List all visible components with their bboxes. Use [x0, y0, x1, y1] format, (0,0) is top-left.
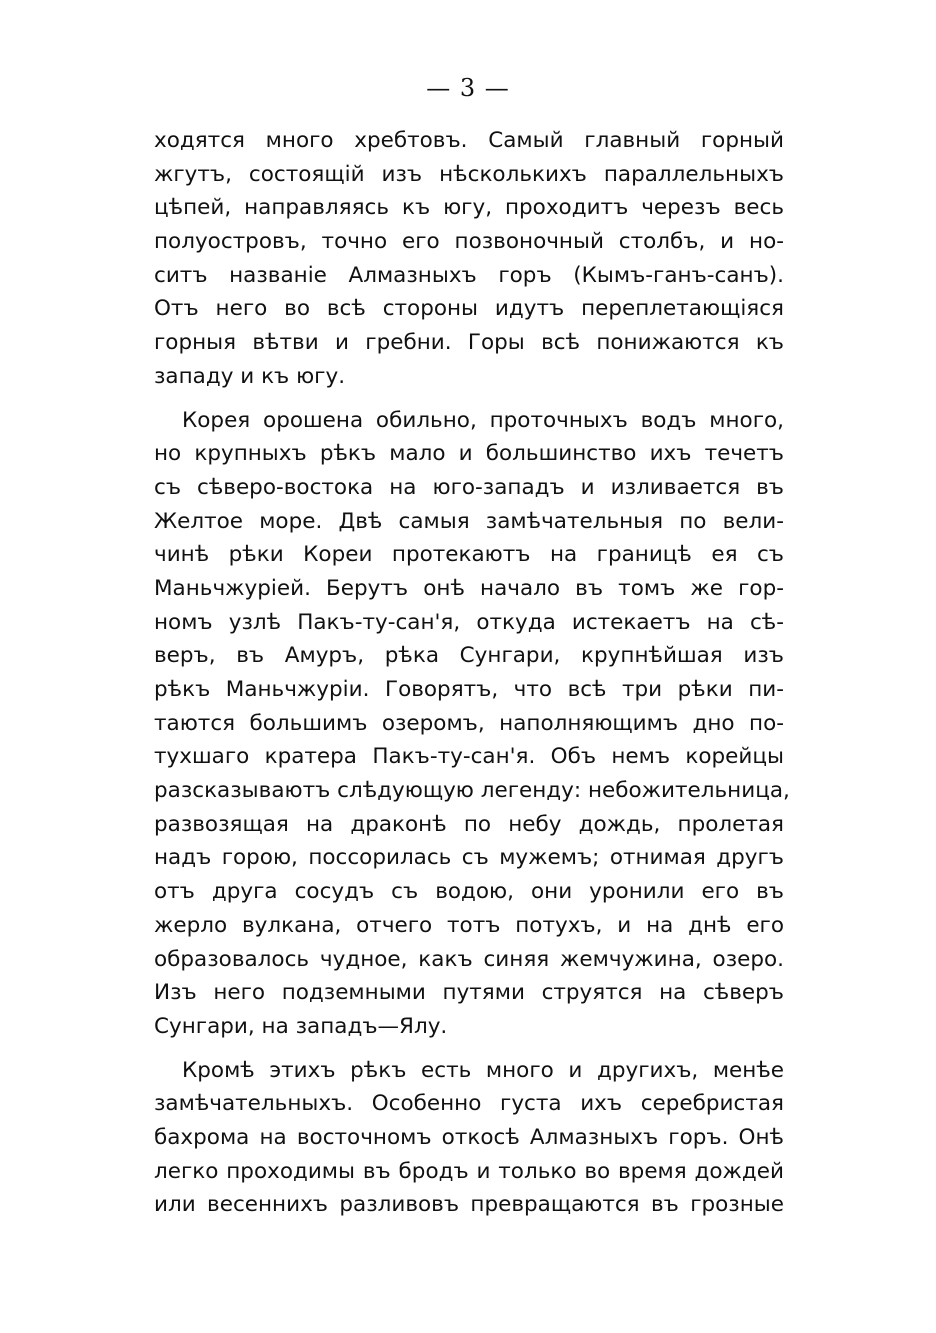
text-line: западу и къ югу. — [154, 363, 346, 389]
text-line: Сунгари, на западъ—Ялу. — [154, 1013, 448, 1039]
text-line: тухшаго кратера Пакъ-ту-сан'я. Объ немъ корейцы — [154, 744, 784, 770]
text-line: Кромѣ этихъ рѣкъ есть много и другихъ, менѣе — [182, 1057, 784, 1083]
text-line: жерло вулкана, отчего тотъ потухъ, и на днѣ его — [154, 912, 784, 938]
text-line: съ сѣверо-востока на юго-западъ и изливается въ — [154, 474, 784, 500]
text-line: номъ узлѣ Пакъ-ту-сан'я, откуда истекаетъ на сѣ- — [154, 609, 784, 635]
text-line: горныя вѣтви и гребни. Горы всѣ понижаются къ — [154, 330, 784, 356]
page-number: — 3 — — [426, 74, 510, 102]
text-line: Корея орошена обильно, проточныхъ водъ много, — [182, 407, 784, 433]
text-line: цѣпей, направляясь къ югу, проходитъ черезъ весь — [154, 195, 784, 221]
text-line: полуостровъ, точно его позвоночный столбъ, и но- — [154, 229, 784, 255]
text-line: жгутъ, состоящій изъ нѣсколькихъ параллельныхъ — [154, 161, 784, 187]
text-line: или весеннихъ разливовъ превращаются въ грозные — [154, 1192, 784, 1218]
text-line: но крупныхъ рѣкъ мало и большинство ихъ течетъ — [154, 441, 784, 467]
text-line: ситъ названіе Алмазныхъ горъ (Кымъ-ганъ-санъ). — [154, 262, 784, 288]
text-line: Изъ него подземными путями струятся на сѣверъ — [154, 980, 784, 1006]
text-line: Маньчжуріей. Берутъ онѣ начало въ томъ же гор- — [154, 575, 784, 601]
body-text — [154, 124, 790, 1222]
text-line: отъ друга сосудъ съ водою, они уронили его въ — [154, 879, 784, 905]
text-line: веръ, въ Амуръ, рѣка Сунгари, крупнѣйшая изъ — [154, 643, 784, 669]
text-line: чинѣ рѣки Кореи протекаютъ на границѣ ея съ — [154, 542, 784, 568]
text-line: Отъ него во всѣ стороны идутъ переплетающіяся — [154, 296, 784, 322]
text-line: легко проходимы въ бродъ и только во время дождей — [154, 1158, 784, 1184]
text-line: надъ горою, поссорилась съ мужемъ; отнимая другъ — [154, 845, 784, 871]
text-line: разсказываютъ слѣдующую легенду: небожительница, — [154, 778, 790, 804]
paragraph-2 — [154, 404, 790, 1044]
text-line: образовалось чудное, какъ синяя жемчужина, озеро. — [154, 946, 784, 972]
text-line: бахрома на восточномъ откосѣ Алмазныхъ горъ. Онѣ — [154, 1124, 784, 1150]
text-line: замѣчательныхъ. Особенно густа ихъ серебристая — [154, 1091, 784, 1117]
text-line: рѣкъ Маньчжуріи. Говорятъ, что всѣ три рѣки пи- — [154, 677, 784, 702]
text-line: развозящая на драконѣ по небу дождь, пролетая — [154, 811, 784, 837]
paragraph-3 — [154, 1054, 784, 1222]
text-line: таются большимъ озеромъ, наполняющимъ дно по- — [154, 710, 784, 736]
paragraph-1 — [154, 124, 784, 394]
text-line: ходятся много хребтовъ. Самый главный горный — [154, 128, 784, 153]
text-line: Желтое море. Двѣ самыя замѣчательныя по вели- — [154, 508, 784, 534]
